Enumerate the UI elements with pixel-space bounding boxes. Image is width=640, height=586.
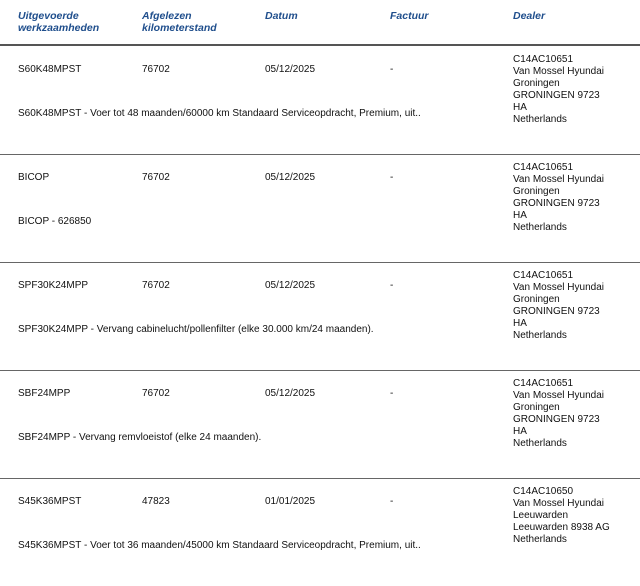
- record-date: 01/01/2025: [265, 496, 316, 507]
- record-date: 05/12/2025: [265, 280, 316, 291]
- dealer-line: Van Mossel Hyundai: [513, 498, 604, 509]
- table-header: [0, 0, 640, 46]
- record-km: 76702: [142, 64, 170, 75]
- record-dealer: [513, 378, 604, 450]
- dealer-line: C14AC10651: [513, 162, 574, 173]
- record-km: 76702: [142, 388, 170, 399]
- record-description: SBF24MPP - Vervang remvloeistof (elke 24 maanden).: [18, 432, 262, 443]
- record-row: [0, 262, 640, 371]
- dealer-line: C14AC10651: [513, 270, 574, 281]
- record-description: S45K36MPST - Voer tot 36 maanden/45000 km Standaard Serviceopdracht, Premium, uit..: [18, 540, 421, 551]
- dealer-line: Netherlands: [513, 438, 567, 449]
- record-code: SBF24MPP: [18, 388, 71, 399]
- dealer-line: GRONINGEN 9723: [513, 306, 600, 317]
- dealer-line: Netherlands: [513, 222, 567, 233]
- record-invoice: -: [390, 496, 394, 507]
- record-invoice: -: [390, 172, 394, 183]
- record-date: 05/12/2025: [265, 172, 316, 183]
- dealer-line: HA: [513, 102, 527, 113]
- header-km: [142, 10, 217, 34]
- record-invoice: -: [390, 64, 394, 75]
- record-row: [0, 370, 640, 479]
- record-code: S60K48MPST: [18, 64, 82, 75]
- dealer-line: Groningen: [513, 294, 560, 305]
- dealer-line: Netherlands: [513, 534, 567, 545]
- dealer-line: C14AC10650: [513, 486, 574, 497]
- header-km-line2: kilometerstand: [142, 22, 217, 34]
- record-description: SPF30K24MPP - Vervang cabinelucht/pollenfilter (elke 30.000 km/24 maanden).: [18, 324, 374, 335]
- dealer-line: HA: [513, 318, 527, 329]
- record-code: S45K36MPST: [18, 496, 82, 507]
- record-km: 47823: [142, 496, 170, 507]
- dealer-line: Groningen: [513, 402, 560, 413]
- dealer-line: HA: [513, 210, 527, 221]
- record-invoice: -: [390, 280, 394, 291]
- record-description: BICOP - 626850: [18, 216, 92, 227]
- dealer-line: Groningen: [513, 186, 560, 197]
- dealer-line: Van Mossel Hyundai: [513, 174, 604, 185]
- record-date: 05/12/2025: [265, 64, 316, 75]
- record-code: BICOP: [18, 172, 50, 183]
- dealer-line: Van Mossel Hyundai: [513, 282, 604, 293]
- dealer-line: GRONINGEN 9723: [513, 414, 600, 425]
- record-dealer: [513, 486, 610, 546]
- record-row: [0, 154, 640, 263]
- record-dealer: [513, 54, 604, 126]
- dealer-line: Van Mossel Hyundai: [513, 390, 604, 401]
- record-km: 76702: [142, 172, 170, 183]
- dealer-line: Leeuwarden: [513, 510, 569, 521]
- dealer-line: HA: [513, 426, 527, 437]
- dealer-line: Netherlands: [513, 330, 567, 341]
- record-date: 05/12/2025: [265, 388, 316, 399]
- header-dealer: Dealer: [513, 10, 546, 22]
- dealer-line: GRONINGEN 9723: [513, 90, 600, 101]
- record-invoice: -: [390, 388, 394, 399]
- dealer-line: Groningen: [513, 78, 560, 89]
- record-dealer: [513, 270, 604, 342]
- record-row: [0, 478, 640, 586]
- dealer-line: C14AC10651: [513, 378, 574, 389]
- dealer-line: Van Mossel Hyundai: [513, 66, 604, 77]
- header-invoice: Factuur: [390, 10, 429, 22]
- dealer-line: Leeuwarden 8938 AG: [513, 522, 610, 533]
- record-description: S60K48MPST - Voer tot 48 maanden/60000 km Standaard Serviceopdracht, Premium, uit..: [18, 108, 421, 119]
- dealer-line: GRONINGEN 9723: [513, 198, 600, 209]
- header-work: [18, 10, 99, 34]
- record-dealer: [513, 162, 604, 234]
- header-km-line1: Afgelezen: [142, 10, 192, 22]
- record-code: SPF30K24MPP: [18, 280, 89, 291]
- dealer-line: C14AC10651: [513, 54, 574, 65]
- record-km: 76702: [142, 280, 170, 291]
- header-work-line2: werkzaamheden: [18, 22, 100, 34]
- header-date: Datum: [265, 10, 298, 22]
- header-work-line1: Uitgevoerde: [18, 10, 79, 22]
- dealer-line: Netherlands: [513, 114, 567, 125]
- record-row: [0, 46, 640, 155]
